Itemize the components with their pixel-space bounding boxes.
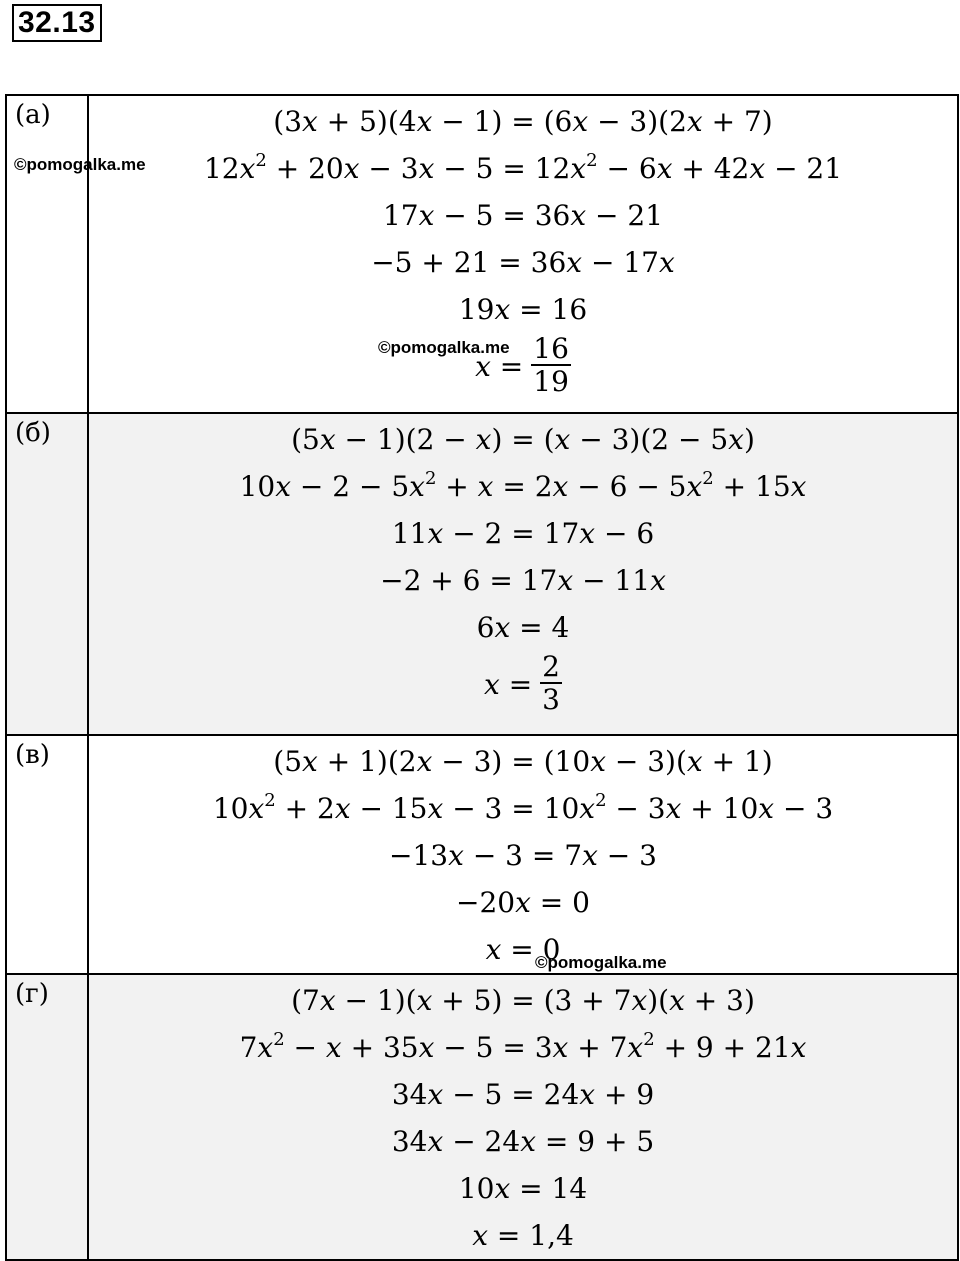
- part-c-answer: x = 0: [485, 933, 561, 966]
- part-d-step-1: (7x − 1)(x + 5) = (3 + 7x)(x + 3): [291, 984, 755, 1017]
- part-a-answer: x = $\frac{16}{19}$: [475, 332, 569, 398]
- part-b-row: [6, 413, 958, 735]
- part-c-label: (в): [6, 735, 88, 974]
- part-a-step-3: 17x − 5 = 36x − 21: [382, 199, 664, 232]
- part-b-step-3: 11x − 2 = 17x − 6: [391, 517, 655, 550]
- part-a-label: (а): [6, 95, 88, 413]
- part-a-step-4: −5 + 21 = 36x − 17x: [371, 246, 675, 279]
- part-a-step-5: 19x = 16: [458, 293, 588, 326]
- watermark: ©pomogalka.me: [14, 155, 146, 174]
- part-b-step-4: −2 + 6 = 17x − 11x: [380, 564, 666, 597]
- part-a-row: [6, 95, 958, 413]
- part-b-solution: [88, 413, 958, 735]
- part-d-label: (г): [6, 974, 88, 1260]
- part-d-step-5: 10x = 14: [458, 1172, 588, 1205]
- watermark: ©pomogalka.me: [535, 953, 667, 972]
- part-d-step-2: $7x^2 - x + 35x - 5 = 3x + 7x^2 + 9 + 21x$: [239, 1029, 807, 1064]
- part-c-step-3: −13x − 3 = 7x − 3: [389, 839, 657, 872]
- part-a-solution: [88, 95, 958, 413]
- part-d-row: [6, 974, 958, 1260]
- part-d-step-3: 34x − 5 = 24x + 9: [391, 1078, 655, 1111]
- part-a-step-2: $12x^2 + 20x - 3x - 5 = 12x^2 - 6x + 42x - 21$: [203, 150, 843, 185]
- part-b-label: (б): [6, 413, 88, 735]
- part-d-answer: x = 1,4: [472, 1219, 574, 1252]
- solution-table: [5, 94, 959, 1261]
- part-d-step-4: 34x − 24x = 9 + 5: [391, 1125, 655, 1158]
- problem-number: 32.13: [12, 4, 102, 42]
- part-c-step-1: (5x + 1)(2x − 3) = (10x − 3)(x + 1): [273, 745, 773, 778]
- part-d-solution: [88, 974, 958, 1260]
- part-c-solution: [88, 735, 958, 974]
- watermark: ©pomogalka.me: [378, 338, 510, 357]
- part-a-step-1: (3x + 5)(4x − 1) = (6x − 3)(2x + 7): [273, 105, 773, 138]
- part-b-step-5: 6x = 4: [476, 611, 570, 644]
- part-b-step-1: (5x − 1)(2 − x) = (x − 3)(2 − 5x): [291, 423, 755, 456]
- part-c-step-4: −20x = 0: [456, 886, 590, 919]
- part-c-row: [6, 735, 958, 974]
- part-b-answer: x = $\frac{2}{3}$: [484, 650, 560, 716]
- part-b-step-2: $10x - 2 - 5x^2 + x = 2x - 6 - 5x^2 + 15x$: [239, 468, 807, 503]
- part-c-step-2: $10x^2 + 2x - 15x - 3 = 10x^2 - 3x + 10x - 3$: [212, 790, 834, 825]
